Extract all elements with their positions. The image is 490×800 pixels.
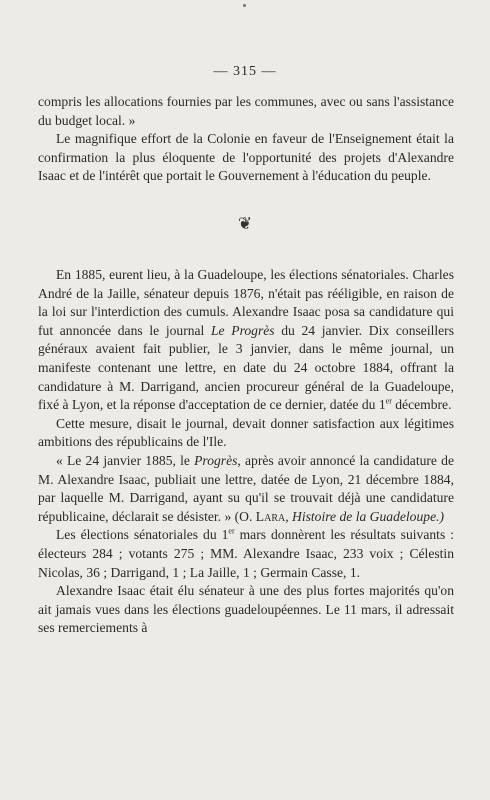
top-text-block [38, 93, 454, 186]
source-title: Histoire de la Guadeloupe.) [292, 508, 445, 524]
journal-name: Le Progrès [211, 322, 275, 338]
journal-name: Progrès [194, 452, 238, 468]
fleuron-ornament-icon: ❦ [237, 214, 253, 233]
paragraph-continuation: compris les allocations fournies par les communes, avec ou sans l'assistance du budget local. » [38, 94, 454, 128]
paragraph-results: Les élections sénatoriales du 1er mars donnèrent les résultats suivants : électeurs 284 ; votants 275 ; MM. Alexandre Isaac, 233 voix ; Célestin Nicolas, 36 ; Darrigand, 1 ; La Jaille, 1 ; Germain Casse, 1. [38, 526, 454, 580]
speck-mark [243, 4, 246, 7]
main-text-block [38, 266, 454, 638]
paragraph-measure: Cette mesure, disait le journal, devait donner satisfaction aux légitimes ambitions des républicains de l'Ile. [38, 415, 454, 450]
author-name: Lara [255, 508, 286, 524]
paragraph-education-effort: Le magnifique effort de la Colonie en faveur de l'Enseignement était la confirmation la plus éloquente de l'opportunité des projets d'Alexandre Isaac et de l'intérêt que portait le Gouvernement à l'éducation du peuple. [38, 131, 454, 184]
paragraph-elected: Alexandre Isaac était élu sénateur à une des plus fortes majorités qu'on ait jamais vues dans les élections guadeloupéennes. Le 11 mars, il adressait ses remerciements à [38, 583, 454, 636]
paragraph-elections-1885: En 1885, eurent lieu, à la Guadeloupe, les élections sénatoriales. Charles André de la Jaille, sénateur depuis 1876, n'était pas rééligible, en raison de la loi sur l'interdiction des cumuls. Alexandre Isaac posa sa candidature qui fut annoncée dans le journal Le Progrès du 24 janvier. Dix conseillers généraux avaient fait publier, le 3 janvier, dans le même journal, un manifeste contenant une lettre, en date du 24 octobre 1884, offrant la candidature à M. Darrigand, ancien procureur général de la Guadeloupe, fixé à Lyon, et la réponse d'acceptation de ce dernier, datée du 1er décembre. [38, 267, 454, 413]
page-number: — 315 — [213, 64, 277, 79]
paragraph-quotation: « Le 24 janvier 1885, le Progrès, après avoir annoncé la candidature de M. Alexandre Isaac, publiait une lettre, datée de Lyon, 21 décembre 1884, par laquelle M. Darrigand, ayant su qu'il se trouvait déjà une candidature républicaine, déclarait se désister. » (O. Lara, Histoire de la Guadeloupe.) [38, 452, 454, 524]
